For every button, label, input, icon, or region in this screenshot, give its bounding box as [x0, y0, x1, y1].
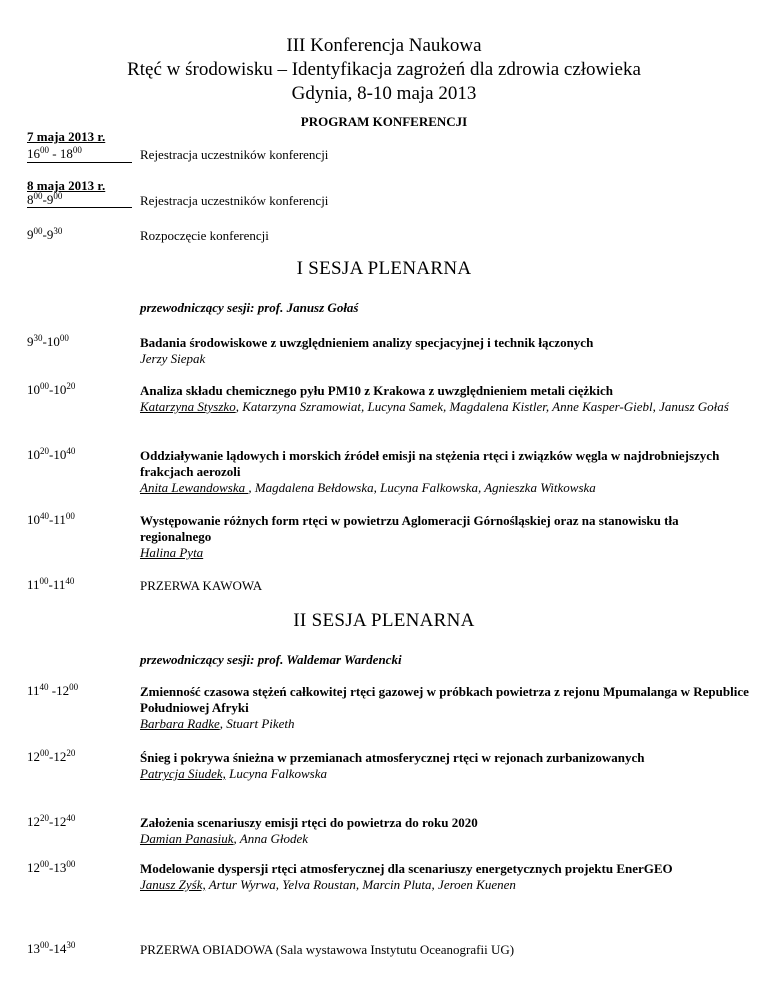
- talk-authors: Anita Lewandowska , Magdalena Bełdowska, Lucyna Falkowska, Agnieszka Witkowska: [140, 480, 596, 495]
- day2-time-registration: $8^{00}-9^{00}$: [27, 191, 63, 207]
- talk-authors: Patrycja Siudek, Lucyna Falkowska: [140, 766, 328, 781]
- talk-entry: [140, 513, 750, 561]
- break-time: $11^{00}-11^{40}$: [27, 576, 75, 592]
- session2-chair: przewodniczący sesji: prof. Waldemar Wardencki: [140, 652, 402, 667]
- day2-date: 8 maja 2013 r.: [27, 178, 106, 193]
- lunch-break: PRZERWA OBIADOWA (Sala wystawowa Instytutu Oceanografii UG): [140, 942, 515, 957]
- talk-authors: Halina Pyta: [140, 545, 204, 560]
- talk-title: Śnieg i pokrywa śnieżna w przemianach atmosferycznej rtęci w rejonach zurbanizowanych: [140, 750, 645, 765]
- talk-entry: [140, 861, 750, 893]
- day2-divider: [27, 207, 132, 208]
- session1-chair: przewodniczący sesji: prof. Janusz Gołaś: [140, 300, 359, 315]
- talk-authors: Damian Panasiuk, Anna Głodek: [140, 831, 309, 846]
- talk-entry: [140, 383, 750, 415]
- talk-time: $12^{00}-12^{20}$: [27, 748, 76, 764]
- talk-time: $9^{30}-10^{00}$: [27, 333, 69, 349]
- break-time: $13^{00}-14^{30}$: [27, 940, 76, 956]
- day1-divider: [27, 162, 132, 163]
- conference-subtitle: Rtęć w środowisku – Identyfikacja zagrożeń dla zdrowia człowieka: [127, 59, 641, 80]
- talk-entry: [140, 750, 750, 782]
- talk-title: Występowanie różnych form rtęci w powietrzu Aglomeracji Górnośląskiej oraz na stanowisku tła regionalnego: [140, 513, 679, 544]
- talk-time: $12^{00}-13^{00}$: [27, 859, 76, 875]
- day2-time-opening: $9^{00}-9^{30}$: [27, 226, 63, 242]
- talk-title: Modelowanie dyspersji rtęci atmosferycznej dla scenariuszy energetycznych projektu EnerGEO: [140, 861, 673, 876]
- talk-authors: Janusz Zyśk, Artur Wyrwa, Yelva Roustan, Marcin Pluta, Jeroen Kuenen: [140, 877, 516, 892]
- talk-authors: Barbara Radke, Stuart Piketh: [140, 716, 295, 731]
- talk-time: $11^{40}$ $-12^{00}$: [27, 682, 79, 698]
- talk-time: $10^{20}-10^{40}$: [27, 446, 76, 462]
- talk-title: Badania środowiskowe z uwzględnieniem analizy specjacyjnej i technik łączonych: [140, 335, 594, 350]
- talk-entry: [140, 335, 750, 367]
- talk-title: Założenia scenariuszy emisji rtęci do powietrza do roku 2020: [140, 815, 478, 830]
- day1-registration: Rejestracja uczestników konferencji: [140, 147, 329, 162]
- day1-time: $16^{00} - 18^{00}$: [27, 145, 82, 161]
- talk-time: $10^{00}-10^{20}$: [27, 381, 76, 397]
- session1-title: I SESJA PLENARNA: [296, 258, 472, 279]
- conference-date-place: Gdynia, 8-10 maja 2013: [291, 83, 477, 104]
- talk-title: Analiza składu chemicznego pyłu PM10 z Krakowa z uwzględnieniem metali ciężkich: [140, 383, 614, 398]
- day2-registration: Rejestracja uczestników konferencji: [140, 193, 329, 208]
- conference-title: III Konferencja Naukowa: [286, 35, 482, 56]
- talk-entry: [140, 684, 750, 732]
- talk-title: Zmienność czasowa stężeń całkowitej rtęci gazowej w próbkach powietrza z rejonu Mpumalanga w Republice Południowej Afryki: [140, 684, 749, 715]
- program-heading: PROGRAM KONFERENCJI: [300, 114, 468, 129]
- talk-entry: [140, 815, 750, 847]
- talk-title: Oddziaływanie lądowych i morskich źródeł emisji na stężenia rtęci i związków węgla w najdrobniejszych frakcjach aerozoli: [140, 448, 720, 479]
- talk-time: $12^{20}-12^{40}$: [27, 813, 76, 829]
- talk-authors: Jerzy Siepak: [140, 351, 206, 366]
- talk-authors: Katarzyna Styszko, Katarzyna Szramowiat, Lucyna Samek, Magdalena Kistler, Anne Kasper-Giebl, Janusz Gołaś: [140, 399, 729, 414]
- talk-time: $10^{40}-11^{00}$: [27, 511, 75, 527]
- session2-title: II SESJA PLENARNA: [293, 610, 475, 631]
- day1-date: 7 maja 2013 r.: [27, 129, 106, 144]
- day2-opening: Rozpoczęcie konferencji: [140, 228, 269, 243]
- talk-entry: [140, 448, 750, 496]
- coffee-break: PRZERWA KAWOWA: [140, 578, 263, 593]
